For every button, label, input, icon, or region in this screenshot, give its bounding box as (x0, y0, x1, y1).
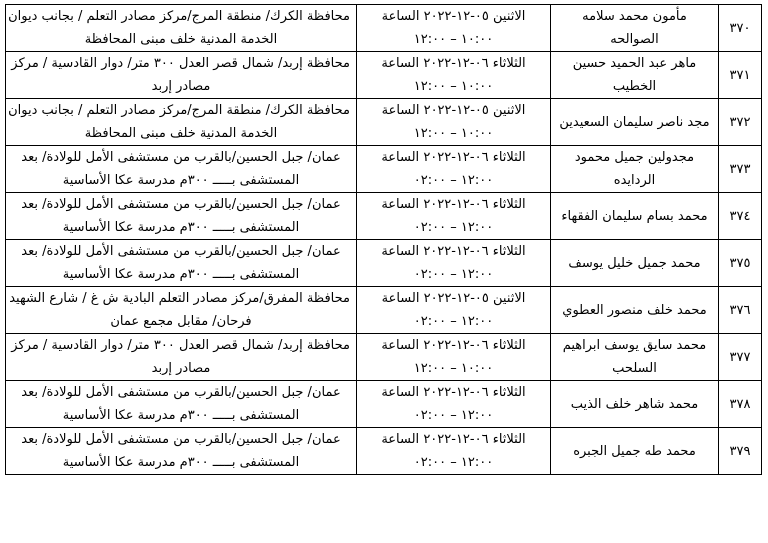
exam-date: الاثنين ٠٥-١٢-٢٠٢٢ الساعة (381, 291, 526, 306)
table-row (6, 52, 762, 99)
table-row (6, 193, 762, 240)
exam-datetime (357, 334, 551, 381)
row-number: ٣٧٦ (719, 287, 762, 334)
location-line1: عمان/ جبل الحسين/بالقرب من مستشفى الأمل للولادة/ بعد (21, 197, 341, 212)
exam-location (6, 52, 357, 99)
table-row (6, 428, 762, 475)
exam-date: الاثنين ٠٥-١٢-٢٠٢٢ الساعة (381, 103, 526, 118)
exam-time: ١٠:٠٠ – ١٢:٠٠ (413, 32, 494, 47)
location-line1: عمان/ جبل الحسين/بالقرب من مستشفى الأمل للولادة/ بعد (21, 432, 341, 447)
exam-datetime (357, 193, 551, 240)
location-line2: فرحان/ مقابل مجمع عمان (110, 314, 252, 329)
location-line2: المستشفى بـــــ ٣٠٠م مدرسة عكا الأساسية (62, 267, 300, 282)
exam-time: ١٠:٠٠ – ١٢:٠٠ (413, 361, 494, 376)
exam-time: ١٢:٠٠ – ٠٢:٠٠ (413, 220, 494, 235)
location-line2: مصادر إربد (151, 79, 211, 94)
applicant-name: محمد خلف منصور العطوي (551, 287, 719, 334)
location-line1: عمان/ جبل الحسين/بالقرب من مستشفى الأمل للولادة/ بعد (21, 385, 341, 400)
applicant-name: مأمون محمد سلامه الصوالحه (551, 5, 719, 52)
location-line2: مصادر إربد (151, 361, 211, 376)
exam-time: ١٢:٠٠ – ٠٢:٠٠ (413, 408, 494, 423)
table-row (6, 334, 762, 381)
applicant-name: محمد بسام سليمان الفقهاء (551, 193, 719, 240)
exam-datetime (357, 428, 551, 475)
applicant-name: محمد طه جميل الجبره (551, 428, 719, 475)
row-number: ٣٧٢ (719, 99, 762, 146)
applicant-name: محمد شاهر خلف الذيب (551, 381, 719, 428)
location-line1: عمان/ جبل الحسين/بالقرب من مستشفى الأمل للولادة/ بعد (21, 244, 341, 259)
location-line2: المستشفى بـــــ ٣٠٠م مدرسة عكا الأساسية (62, 173, 300, 188)
exam-location (6, 334, 357, 381)
exam-time: ١٢:٠٠ – ٠٢:٠٠ (413, 173, 494, 188)
table-row (6, 5, 762, 52)
exam-date: الثلاثاء ٠٦-١٢-٢٠٢٢ الساعة (381, 56, 526, 71)
row-number: ٣٧٣ (719, 146, 762, 193)
exam-date: الثلاثاء ٠٦-١٢-٢٠٢٢ الساعة (381, 197, 526, 212)
row-number: ٣٧٩ (719, 428, 762, 475)
exam-time: ١٢:٠٠ – ٠٢:٠٠ (413, 455, 494, 470)
exam-time: ١٠:٠٠ – ١٢:٠٠ (413, 126, 494, 141)
schedule-table (5, 4, 762, 475)
exam-date: الثلاثاء ٠٦-١٢-٢٠٢٢ الساعة (381, 244, 526, 259)
row-number: ٣٧٥ (719, 240, 762, 287)
row-number: ٣٧١ (719, 52, 762, 99)
location-line1: عمان/ جبل الحسين/بالقرب من مستشفى الأمل للولادة/ بعد (21, 150, 341, 165)
location-line1: محافظة إربد/ شمال قصر العدل ٣٠٠ متر/ دوار القادسية / مركز (11, 56, 350, 71)
exam-time: ١٠:٠٠ – ١٢:٠٠ (413, 79, 494, 94)
exam-date: الاثنين ٠٥-١٢-٢٠٢٢ الساعة (381, 9, 526, 24)
row-number: ٣٧٠ (719, 5, 762, 52)
applicant-name: محمد جميل خليل يوسف (551, 240, 719, 287)
schedule-table-body (6, 5, 762, 475)
applicant-name: مجدولين جميل محمود الردايده (551, 146, 719, 193)
applicant-name: ماهر عبد الحميد حسين الخطيب (551, 52, 719, 99)
location-line2: المستشفى بـــــ ٣٠٠م مدرسة عكا الأساسية (62, 220, 300, 235)
applicant-name: مجد ناصر سليمان السعيدين (551, 99, 719, 146)
exam-datetime (357, 287, 551, 334)
location-line2: المستشفى بـــــ ٣٠٠م مدرسة عكا الأساسية (62, 408, 300, 423)
location-line2: المستشفى بـــــ ٣٠٠م مدرسة عكا الأساسية (62, 455, 300, 470)
exam-location (6, 193, 357, 240)
table-row (6, 146, 762, 193)
row-number: ٣٧٤ (719, 193, 762, 240)
row-number: ٣٧٧ (719, 334, 762, 381)
exam-datetime (357, 99, 551, 146)
location-line2: الخدمة المدنية خلف مبنى المحافظة (84, 32, 278, 47)
row-number: ٣٧٨ (719, 381, 762, 428)
exam-location (6, 146, 357, 193)
location-line1: محافظة الكرك/ منطقة المرج/مركز مصادر التعلم / بجانب ديوان (8, 103, 350, 118)
exam-location (6, 381, 357, 428)
exam-date: الثلاثاء ٠٦-١٢-٢٠٢٢ الساعة (381, 385, 526, 400)
exam-time: ١٢:٠٠ – ٠٢:٠٠ (413, 314, 494, 329)
table-row (6, 381, 762, 428)
applicant-name: محمد سايق يوسف ابراهيم السلحب (551, 334, 719, 381)
exam-date: الثلاثاء ٠٦-١٢-٢٠٢٢ الساعة (381, 338, 526, 353)
exam-location (6, 428, 357, 475)
location-line2: الخدمة المدنية خلف مبنى المحافظة (84, 126, 278, 141)
exam-location (6, 240, 357, 287)
exam-location (6, 5, 357, 52)
table-row (6, 240, 762, 287)
location-line1: محافظة إربد/ شمال قصر العدل ٣٠٠ متر/ دوار القادسية / مركز (11, 338, 350, 353)
exam-datetime (357, 381, 551, 428)
location-line1: محافظة الكرك/ منطقة المرج/مركز مصادر التعلم / بجانب ديوان (8, 9, 350, 24)
exam-datetime (357, 240, 551, 287)
exam-time: ١٢:٠٠ – ٠٢:٠٠ (413, 267, 494, 282)
exam-datetime (357, 52, 551, 99)
exam-location (6, 287, 357, 334)
exam-location (6, 99, 357, 146)
exam-datetime (357, 146, 551, 193)
location-line1: محافظة المفرق/مركز مصادر التعلم البادية ش غ / شارع الشهيد (9, 291, 350, 306)
table-row (6, 287, 762, 334)
exam-date: الثلاثاء ٠٦-١٢-٢٠٢٢ الساعة (381, 432, 526, 447)
exam-datetime (357, 5, 551, 52)
exam-date: الثلاثاء ٠٦-١٢-٢٠٢٢ الساعة (381, 150, 526, 165)
table-row (6, 99, 762, 146)
